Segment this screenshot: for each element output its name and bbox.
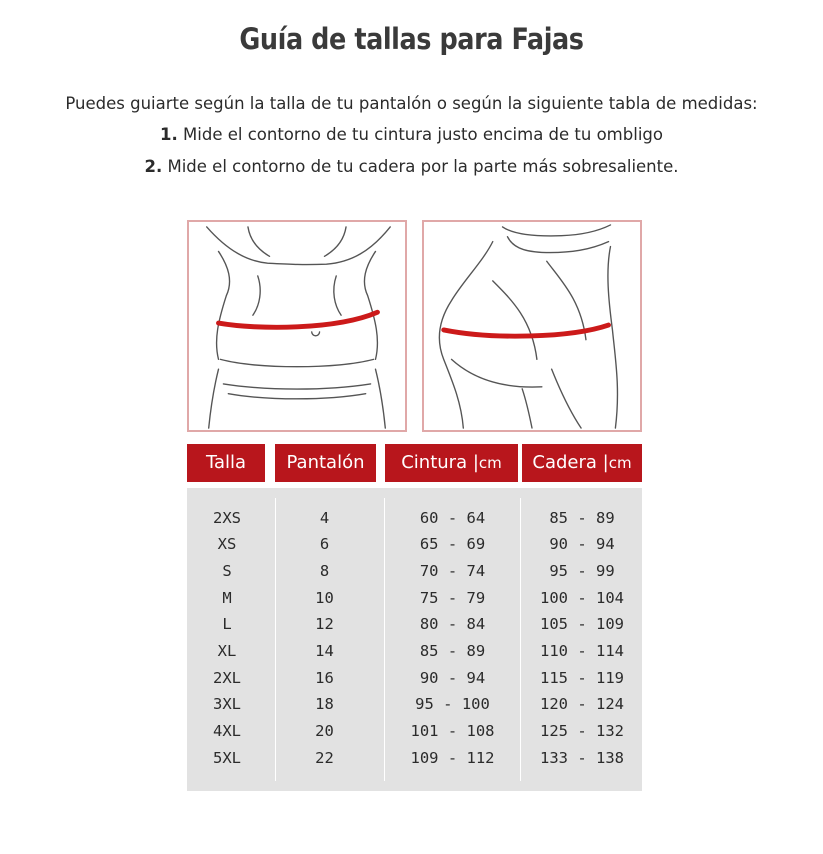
cell-cintura: 85 - 89 bbox=[419, 642, 486, 660]
hip-measure-illustration bbox=[422, 220, 642, 432]
step-1 bbox=[0, 125, 823, 144]
size-table bbox=[187, 488, 642, 791]
step-1-text: Mide el contorno de tu cintura justo encima de tu ombligo bbox=[183, 125, 663, 144]
table-row bbox=[187, 638, 642, 664]
page-title: Guía de tallas para Fajas bbox=[239, 22, 584, 56]
header-cadera-unit: cm bbox=[608, 454, 632, 472]
cell-cadera: 110 - 114 bbox=[540, 642, 624, 660]
cell-talla: M bbox=[222, 589, 232, 607]
cell-talla: 3XL bbox=[213, 695, 241, 713]
header-pantalon-label: Pantalón bbox=[286, 452, 365, 473]
table-row bbox=[187, 665, 642, 691]
cell-pantalon: 4 bbox=[319, 509, 330, 527]
cell-cadera: 85 - 89 bbox=[549, 509, 615, 527]
step-2-number: 2. bbox=[144, 157, 163, 176]
header-cintura bbox=[385, 444, 518, 482]
cell-talla: 2XS bbox=[213, 509, 241, 527]
cell-talla: L bbox=[222, 615, 232, 633]
intro-text: Puedes guiarte según la talla de tu pantalón o según la siguiente tabla de medidas: bbox=[65, 94, 758, 113]
cell-pantalon: 16 bbox=[315, 669, 334, 687]
cell-pantalon: 10 bbox=[315, 589, 334, 607]
cell-cadera: 105 - 109 bbox=[540, 615, 624, 633]
step-1-number: 1. bbox=[160, 125, 178, 144]
cell-cadera: 125 - 132 bbox=[540, 722, 624, 740]
cell-pantalon: 6 bbox=[319, 535, 330, 553]
header-cintura-label: Cintura | bbox=[401, 452, 479, 473]
cell-cintura: 95 - 100 bbox=[415, 695, 490, 713]
cell-cintura: 75 - 79 bbox=[419, 589, 486, 607]
cell-cadera: 133 - 138 bbox=[540, 749, 624, 767]
cell-talla: 4XL bbox=[213, 722, 241, 740]
table-row bbox=[187, 531, 642, 557]
header-cadera bbox=[522, 444, 642, 482]
cell-cadera: 120 - 124 bbox=[540, 695, 624, 713]
cell-talla: 2XL bbox=[213, 669, 241, 687]
cell-talla: XL bbox=[217, 642, 237, 660]
header-talla bbox=[187, 444, 265, 482]
table-row bbox=[187, 505, 642, 531]
cell-pantalon: 12 bbox=[315, 615, 334, 633]
cell-pantalon: 14 bbox=[315, 642, 334, 660]
table-row bbox=[187, 558, 642, 584]
table-row bbox=[187, 745, 642, 771]
cell-talla: S bbox=[222, 562, 232, 580]
cell-cintura: 70 - 74 bbox=[419, 562, 486, 580]
table-row bbox=[187, 718, 642, 744]
cell-cintura: 101 - 108 bbox=[410, 722, 495, 740]
cell-cintura: 60 - 64 bbox=[419, 509, 486, 527]
cell-cintura: 109 - 112 bbox=[410, 749, 495, 767]
cell-pantalon: 8 bbox=[319, 562, 330, 580]
cell-cintura: 80 - 84 bbox=[419, 615, 486, 633]
cell-talla: XS bbox=[217, 535, 237, 553]
header-cadera-label: Cadera | bbox=[532, 452, 609, 473]
cell-cadera: 90 - 94 bbox=[549, 535, 615, 553]
cell-pantalon: 22 bbox=[315, 749, 334, 767]
waist-measure-illustration bbox=[187, 220, 407, 432]
cell-cadera: 95 - 99 bbox=[549, 562, 615, 580]
cell-talla: 5XL bbox=[213, 749, 241, 767]
step-2-text: Mide el contorno de tu cadera por la parte más sobresaliente. bbox=[167, 157, 679, 176]
cell-cadera: 100 - 104 bbox=[540, 589, 624, 607]
header-cintura-unit: cm bbox=[478, 454, 502, 472]
cell-cintura: 65 - 69 bbox=[419, 535, 486, 553]
table-row bbox=[187, 585, 642, 611]
cell-cintura: 90 - 94 bbox=[419, 669, 486, 687]
step-2 bbox=[0, 157, 823, 176]
header-talla-label: Talla bbox=[205, 452, 247, 473]
cell-cadera: 115 - 119 bbox=[540, 669, 624, 687]
table-row bbox=[187, 611, 642, 637]
header-pantalon bbox=[275, 444, 376, 482]
cell-pantalon: 20 bbox=[315, 722, 334, 740]
table-row bbox=[187, 691, 642, 717]
cell-pantalon: 18 bbox=[315, 695, 334, 713]
